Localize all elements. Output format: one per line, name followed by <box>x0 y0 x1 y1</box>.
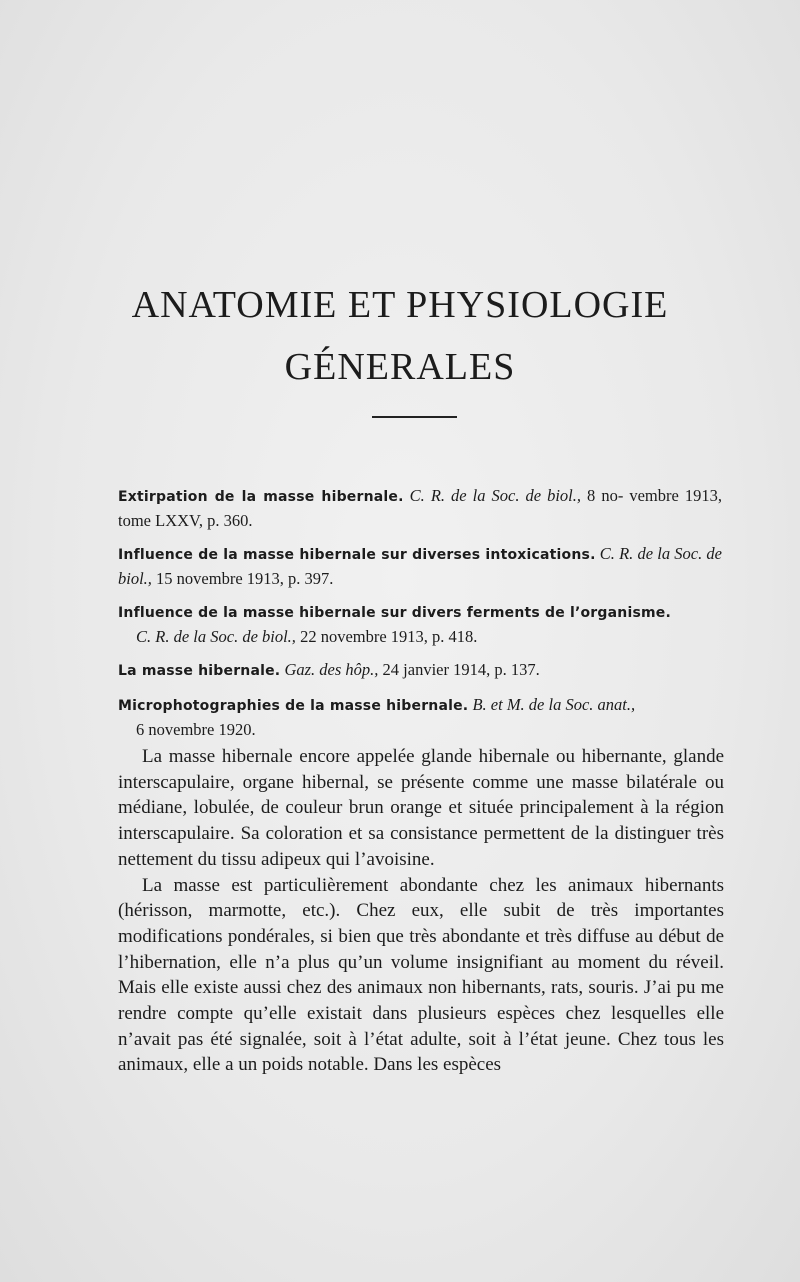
reference-details: 24 janvier 1914, p. 137. <box>378 660 540 679</box>
reference-title: Influence de la masse hibernale sur diverses intoxications. <box>118 547 596 563</box>
reference-details: 6 novembre 1920. <box>136 720 256 739</box>
reference-details: 15 novembre 1913, p. 397. <box>151 569 334 588</box>
reference-citation: B. et M. de la Soc. anat., <box>472 695 636 714</box>
references-list <box>118 484 722 751</box>
title-divider <box>372 416 457 418</box>
page-title-line-2: GÉNERALES <box>284 346 516 388</box>
reference-item <box>118 600 722 648</box>
reference-details: 8 no- <box>581 486 624 505</box>
paragraph: La masse hibernale encore appelée glande hibernale ou hibernante, glande interscapulaire, organe hibernal, se présente comme une masse bilatérale ou médiane, lobulée, de couleur brun orange et située principalement à la région interscapulaire. Sa coloration et sa consistance permettent de la distinguer très nettement du tissu adipeux qui l’avoisine. <box>118 746 724 870</box>
reference-item <box>118 658 722 683</box>
reference-citation: C. R. <box>599 544 634 563</box>
page-title-line-1: ANATOMIE ET PHYSIOLOGIE <box>131 284 669 326</box>
reference-citation: C. R. de la Soc. de biol., <box>136 627 296 646</box>
reference-title: La masse hibernale. <box>118 663 281 679</box>
reference-item <box>118 542 722 590</box>
reference-citation: Gaz. des hôp., <box>284 660 379 679</box>
body-text <box>118 744 724 1078</box>
reference-details-cont: vembre 1913, tome LXXV, p. 360. <box>118 486 722 530</box>
reference-title: Extirpation de la masse hibernale. <box>118 489 404 505</box>
reference-item <box>118 484 722 532</box>
paragraph: La masse est particulièrement abondante chez les animaux hibernants (hérisson, marmotte, etc.). Chez eux, elle subit de très importantes modifications pondérales, si bien que très abondante et très diffuse au début de l’hibernation, elle n’a plus qu’un volume insignifiant au moment du réveil. Mais elle existe aussi chez des animaux non hibernants, rats, souris. J’ai pu me rendre compte qu’elle existait dans plusieurs espèces chez lesquelles elle n’avait pas été signalée, soit à l’état adulte, soit à l’état jeune. Chez tous les animaux, elle a un poids notable. Dans les espèces <box>118 874 724 1076</box>
reference-item <box>118 693 722 741</box>
reference-cont-line <box>118 625 722 648</box>
reference-details: 22 novembre 1913, p. 418. <box>295 627 478 646</box>
reference-citation: C. R. de la Soc. de biol., <box>409 486 582 505</box>
reference-title: Influence de la masse hibernale sur divers ferments de l’organisme. <box>118 605 671 621</box>
reference-citation-cont: de la Soc. de biol., <box>118 544 722 588</box>
reference-title: Microphotographies de la masse hibernale. <box>118 698 469 714</box>
